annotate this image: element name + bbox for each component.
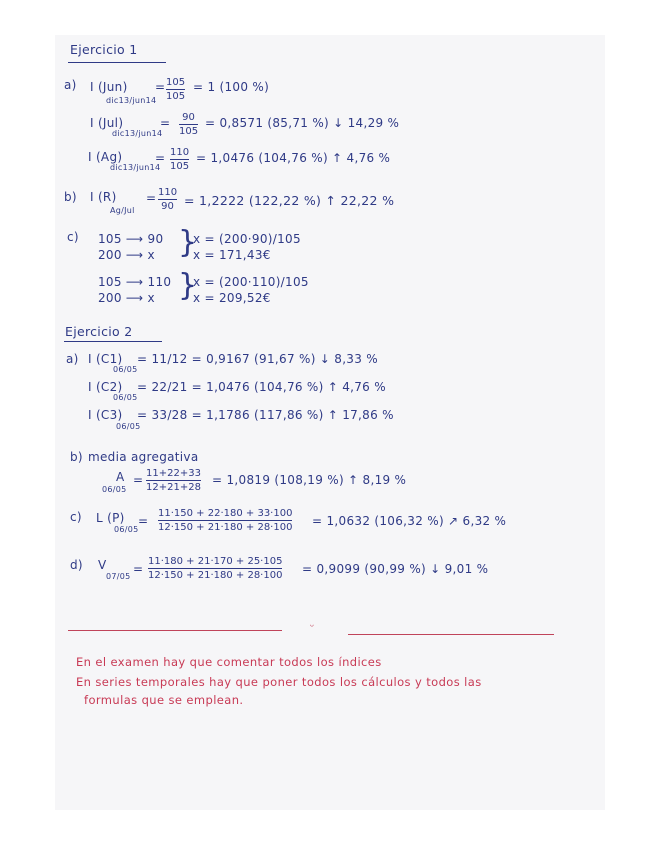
ej1-c-sol2-b: x = 209,52€ <box>193 291 271 305</box>
numerator: 110 <box>170 147 190 158</box>
ej2-d-fraction <box>148 556 282 581</box>
fraction-bar <box>148 568 282 569</box>
ej1-c-rule1-b: 200 ⟶ x <box>98 248 155 262</box>
ej2-a3-result: = 33/28 = 1,1786 (117,86 %) ↑ 17,86 % <box>137 408 394 422</box>
fraction-bar <box>146 480 201 481</box>
ej2-b-fraction <box>146 468 201 493</box>
ej2-d-result: = 0,9099 (90,99 %) ↓ 9,01 % <box>302 562 489 576</box>
ej1-c-sol1-b: x = 171,43€ <box>193 248 271 262</box>
ej2-a1-lhs: I (C1) <box>88 352 123 366</box>
ej1-c-label: c) <box>67 230 79 244</box>
ej1-a-label: a) <box>64 78 77 92</box>
denominator: 105 <box>166 91 186 102</box>
separator-mark: ᵕ <box>310 622 315 633</box>
ej2-c-fraction <box>158 508 292 533</box>
note-line-2: En series temporales hay que poner todos los cálculos y todos las <box>76 675 482 689</box>
note-line-1: En el examen hay que comentar todos los índices <box>76 655 382 669</box>
denominator: 12·150 + 21·180 + 28·100 <box>148 570 283 581</box>
numerator: 105 <box>166 77 186 88</box>
denominator: 12·150 + 21·180 + 28·100 <box>158 522 293 533</box>
ej1-a2-eq: = <box>160 116 171 130</box>
ej2-c-eq: = <box>138 514 149 528</box>
ej1-a3-sub: dic13/jun14 <box>110 163 161 172</box>
ej1-c-rule2-a: 105 ⟶ 110 <box>98 275 172 289</box>
ej2-b-label: b) <box>70 450 83 464</box>
ej2-d-lhs: V <box>98 558 107 572</box>
ej2-a1-result: = 11/12 = 0,9167 (91,67 %) ↓ 8,33 % <box>137 352 378 366</box>
numerator: 110 <box>158 187 178 198</box>
ej2-b-sub: 06/05 <box>102 485 127 494</box>
fraction-bar <box>158 199 177 200</box>
fraction-bar <box>179 124 198 125</box>
ej1-b-eq: = <box>146 191 157 205</box>
ej1-a1-result: = 1 (100 %) <box>193 80 270 94</box>
ej2-d-label: d) <box>70 558 83 572</box>
ej1-a2-sub: dic13/jun14 <box>112 129 163 138</box>
ej1-c-sol1-a: x = (200·90)/105 <box>193 232 301 246</box>
ej2-d-eq: = <box>133 562 144 576</box>
numerator: 90 <box>182 112 195 123</box>
ej2-a3-lhs: I (C3) <box>88 408 123 422</box>
ej2-a2-sub: 06/05 <box>113 393 138 402</box>
ej2-b-heading: media agregativa <box>88 450 199 464</box>
ej2-title: Ejercicio 2 <box>65 324 133 339</box>
ej1-title-underline <box>68 62 166 63</box>
ej1-c-rule2-b: 200 ⟶ x <box>98 291 155 305</box>
ej1-b-result: = 1,2222 (122,22 %) ↑ 22,22 % <box>184 193 395 208</box>
ej2-b-lhs: A <box>116 470 125 484</box>
note-line-3: formulas que se emplean. <box>84 693 244 707</box>
ej2-title-underline <box>64 341 162 342</box>
ej1-a2-lhs: I (Jul) <box>90 116 124 130</box>
ej2-d-sub: 07/05 <box>106 572 131 581</box>
ej1-b-lhs: I (R) <box>90 190 117 204</box>
ej1-a1-eq: = <box>155 80 166 94</box>
denominator: 105 <box>170 161 190 172</box>
denominator: 12+21+28 <box>146 482 201 493</box>
ej2-c-sub: 06/05 <box>114 525 139 534</box>
ej2-a1-sub: 06/05 <box>113 365 138 374</box>
ej1-a1-fraction <box>166 77 185 102</box>
ej2-c-result: = 1,0632 (106,32 %) ↗ 6,32 % <box>312 514 507 528</box>
numerator: 11·180 + 21·170 + 25·105 <box>148 556 283 567</box>
ej1-b-label: b) <box>64 190 77 204</box>
ej1-c-sol2-a: x = (200·110)/105 <box>193 275 309 289</box>
ej1-a2-fraction <box>179 112 198 137</box>
numerator: 11·150 + 22·180 + 33·100 <box>158 508 293 519</box>
ej1-b-sub: Ag/Jul <box>110 206 135 215</box>
brace-icon: } <box>178 268 198 303</box>
denominator: 90 <box>161 201 174 212</box>
ej1-a3-eq: = <box>155 151 166 165</box>
ej2-b-result: = 1,0819 (108,19 %) ↑ 8,19 % <box>212 473 407 487</box>
ej1-title: Ejercicio 1 <box>70 42 138 57</box>
fraction-bar <box>170 159 189 160</box>
ej2-b-eq: = <box>133 473 144 487</box>
separator-line-left <box>68 630 282 631</box>
ej2-a2-result: = 22/21 = 1,0476 (104,76 %) ↑ 4,76 % <box>137 380 386 394</box>
ej1-b-fraction <box>158 187 177 212</box>
numerator: 11+22+33 <box>146 468 201 479</box>
ej1-a3-lhs: I (Ag) <box>88 150 123 164</box>
ej1-a3-result: = 1,0476 (104,76 %) ↑ 4,76 % <box>196 151 391 165</box>
brace-icon: } <box>178 225 198 260</box>
ej1-c-rule1-a: 105 ⟶ 90 <box>98 232 164 246</box>
ej1-a3-fraction <box>170 147 189 172</box>
ej1-a2-result: = 0,8571 (85,71 %) ↓ 14,29 % <box>205 116 400 130</box>
ej1-a1-sub: dic13/jun14 <box>106 96 157 105</box>
ej2-c-lhs: L (P) <box>96 511 125 525</box>
ej2-c-label: c) <box>70 510 82 524</box>
fraction-bar <box>166 89 185 90</box>
ej1-a1-lhs: I (Jun) <box>90 80 128 94</box>
separator-line-right <box>348 634 554 635</box>
ej2-a3-sub: 06/05 <box>116 422 141 431</box>
ej2-a-label: a) <box>66 352 79 366</box>
denominator: 105 <box>179 126 199 137</box>
fraction-bar <box>158 520 292 521</box>
ej2-a2-lhs: I (C2) <box>88 380 123 394</box>
